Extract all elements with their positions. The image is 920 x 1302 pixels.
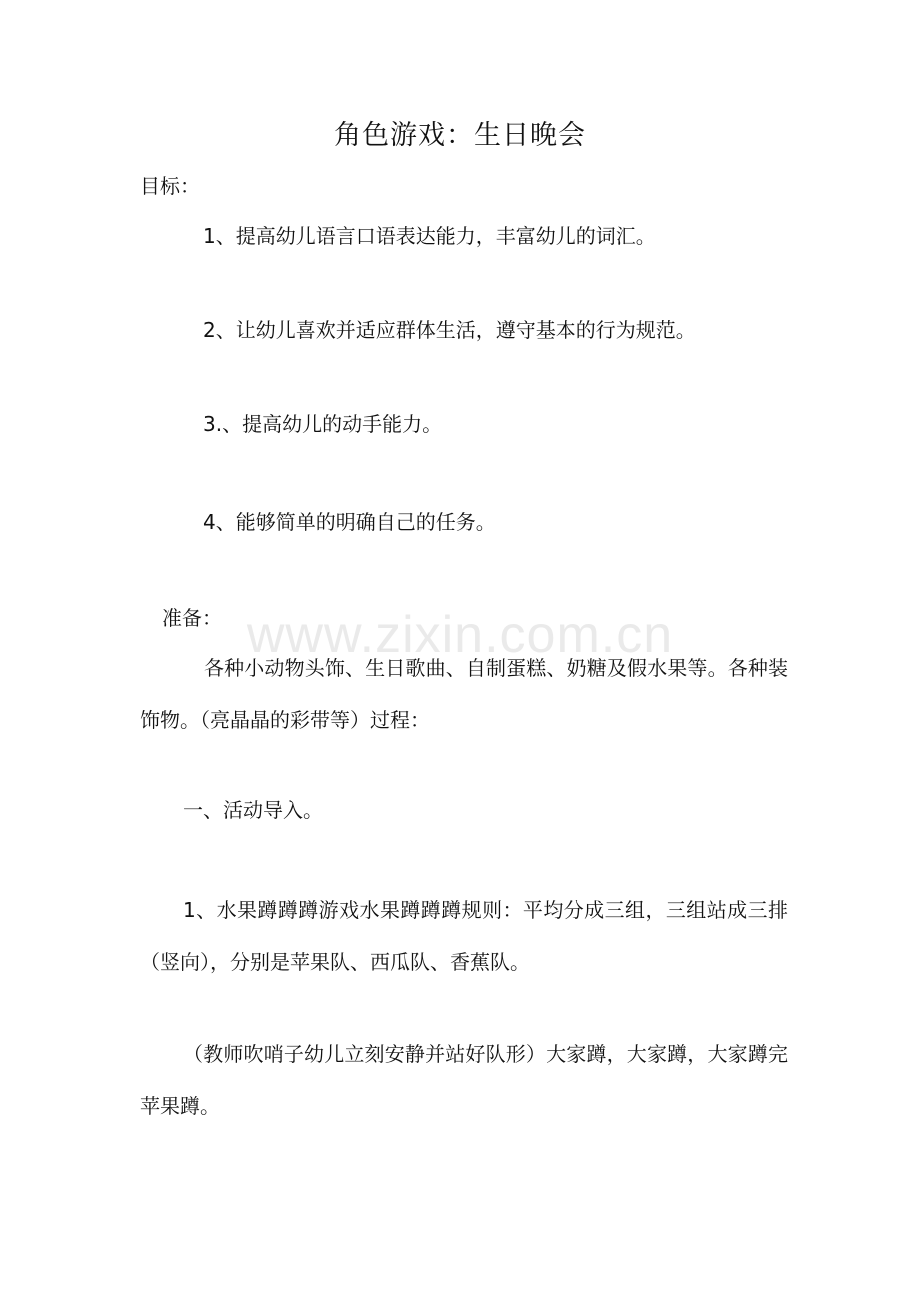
prep-heading: 准备： (162, 606, 222, 630)
document-title: 角色游戏：生日晚会 (334, 120, 586, 151)
section-intro-heading: 一、活动导入。 (183, 798, 323, 822)
goal-item-3: 3.、提高幼儿的动手能力。 (203, 412, 443, 436)
watermark: www.zixin.com.cn (246, 606, 674, 664)
step-two-paragraph: （教师吹哨子幼儿立刻安静并站好队形）大家蹲，大家蹲，大家蹲完苹果蹲。 (140, 1042, 788, 1118)
goal-item-4: 4、能够简单的明确自己的任务。 (203, 510, 496, 534)
goal-item-1: 1、提高幼儿语言口语表达能力，丰富幼儿的词汇。 (203, 224, 656, 248)
goals-heading: 目标： (140, 174, 200, 198)
step-one-paragraph: 1、水果蹲蹲蹲游戏水果蹲蹲蹲规则：平均分成三组，三组站成三排（竖向），分别是苹果队、西瓜队、香蕉队。 (140, 898, 788, 974)
prep-paragraph: 各种小动物头饰、生日歌曲、自制蛋糕、奶糖及假水果等。各种装饰物。（亮晶晶的彩带等）过程： (140, 656, 788, 732)
goal-item-2: 2、让幼儿喜欢并适应群体生活，遵守基本的行为规范。 (203, 318, 696, 342)
